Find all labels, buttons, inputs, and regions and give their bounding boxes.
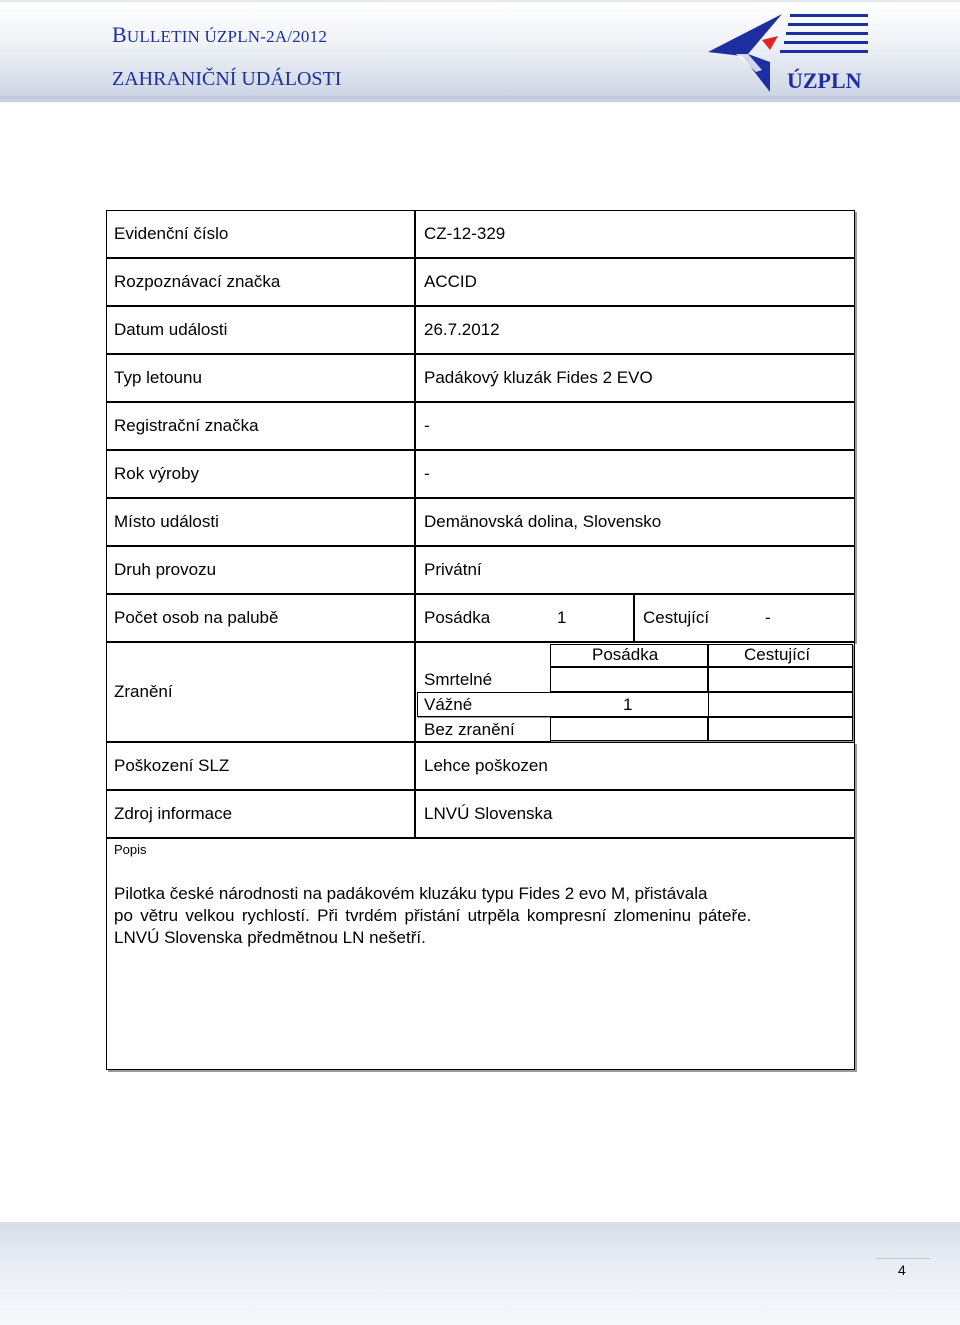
field-label-persons-on-board: Počet osob na palubě bbox=[114, 608, 279, 627]
injury-passengers-cell bbox=[708, 667, 853, 692]
bulletin-title-cap: B bbox=[112, 22, 127, 47]
field-label-recognition-mark: Rozpoznávací značka bbox=[114, 272, 281, 291]
injury-passengers-cell bbox=[708, 717, 853, 741]
field-label-operation-type: Druh provozu bbox=[114, 560, 217, 579]
field-label-registration-number: Evidenční číslo bbox=[114, 224, 229, 243]
crew-count: 1 bbox=[557, 608, 567, 627]
passengers-label: Cestující bbox=[643, 608, 710, 627]
field-value-year-of-manufacture: - bbox=[424, 464, 430, 483]
description-line: Pilotka české národnosti na padákovém kluzáku typu Fides 2 evo M, přistávala bbox=[114, 884, 708, 903]
field-value-information-source: LNVÚ Slovenska bbox=[424, 804, 553, 823]
header-rule bbox=[0, 96, 960, 99]
field-value-event-date: 26.7.2012 bbox=[424, 320, 500, 339]
injury-crew-cell bbox=[550, 717, 708, 741]
value-cell bbox=[415, 450, 855, 498]
description-line: LNVÚ Slovenska předmětnou LN nešetří. bbox=[114, 928, 426, 947]
field-value-registration-mark: - bbox=[424, 416, 430, 435]
field-value-event-location: Demänovská dolina, Slovensko bbox=[424, 512, 662, 531]
injury-crew-cell bbox=[550, 667, 708, 692]
field-label-aircraft-damage: Poškození SLZ bbox=[114, 756, 230, 775]
page-number-rule bbox=[876, 1258, 930, 1259]
logo-stripes bbox=[780, 14, 868, 53]
injury-passengers-cell bbox=[708, 692, 853, 717]
section-title: ZAHRANIČNÍ UDÁLOSTI bbox=[112, 68, 342, 90]
injury-row-label: Bez zranění bbox=[424, 720, 515, 739]
description-label: Popis bbox=[114, 842, 147, 857]
field-label-information-source: Zdroj informace bbox=[114, 804, 233, 823]
field-value-recognition-mark: ACCID bbox=[424, 272, 477, 291]
field-label-injuries: Zranění bbox=[114, 682, 173, 701]
bulletin-title-rest: ULLETIN ÚZPLN-2A/2012 bbox=[126, 27, 328, 46]
crew-label: Posádka bbox=[424, 608, 491, 627]
passengers-count: - bbox=[765, 608, 771, 627]
injury-crew-value: 1 bbox=[623, 695, 633, 714]
field-label-registration-mark: Registrační značka bbox=[114, 416, 259, 435]
field-label-aircraft-type: Typ letounu bbox=[114, 368, 202, 387]
field-value-operation-type: Privátní bbox=[424, 560, 482, 579]
field-value-aircraft-damage: Lehce poškozen bbox=[424, 756, 548, 775]
value-cell bbox=[415, 402, 855, 450]
description-line: po větru velkou rychlostí. Při tvrdém přistání utrpěla kompresní zlomeninu páteře. bbox=[114, 906, 752, 925]
field-value-registration-number: CZ-12-329 bbox=[424, 224, 506, 243]
bulletin-title bbox=[112, 22, 327, 48]
field-label-event-location: Místo události bbox=[114, 512, 219, 531]
value-cell bbox=[415, 258, 855, 306]
page-number: 4 bbox=[898, 1262, 906, 1278]
field-label-year-of-manufacture: Rok výroby bbox=[114, 464, 200, 483]
injury-col-crew: Posádka bbox=[592, 645, 659, 664]
field-value-aircraft-type: Padákový kluzák Fides 2 EVO bbox=[424, 368, 653, 387]
field-label-event-date: Datum události bbox=[114, 320, 228, 339]
injury-row-label: Vážné bbox=[424, 695, 473, 714]
page-footer bbox=[0, 1222, 960, 1325]
logo-text: ÚZPLN bbox=[787, 68, 862, 93]
description-cell bbox=[106, 838, 855, 1070]
injury-row-label: Smrtelné bbox=[424, 670, 493, 689]
injury-col-passengers: Cestující bbox=[744, 645, 811, 664]
